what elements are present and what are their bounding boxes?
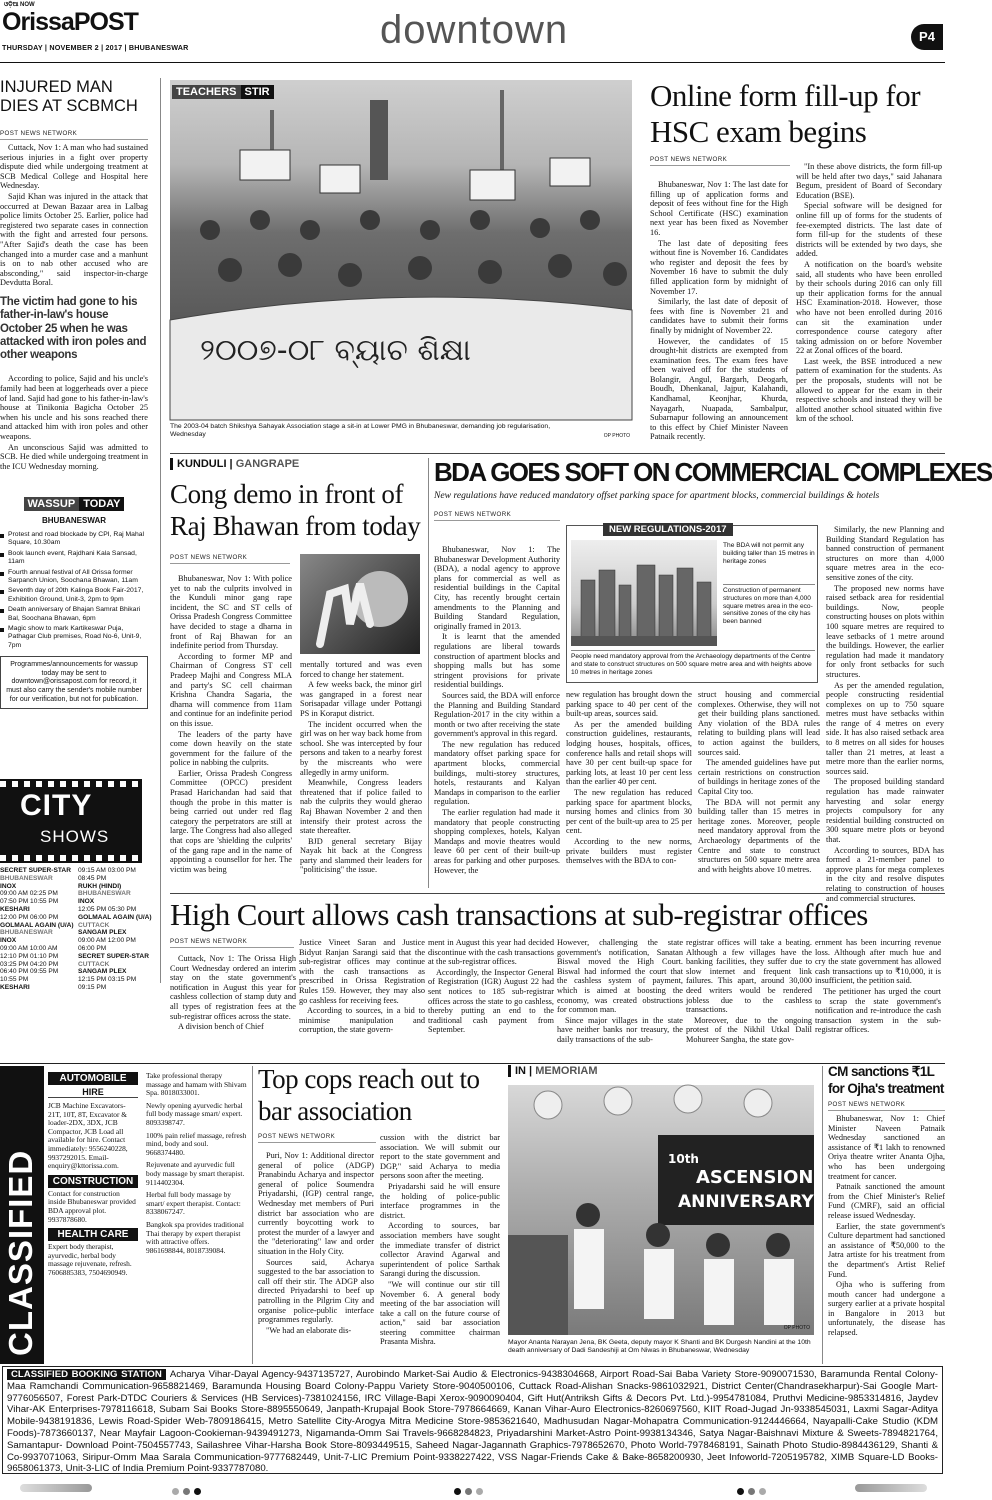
header-rule	[0, 62, 945, 63]
film-strip-bottom	[0, 855, 142, 861]
classified-ad: Expert body therapist, ayurvedic, herbal body massage rejuvenate, refresh. 7606885383, 7504690949.	[48, 1242, 132, 1277]
showtime-venue: KESHARI	[0, 983, 30, 991]
city-shows-banner	[0, 779, 142, 863]
paragraph: Patnaik sanctioned the amount from the Chief Minister's Relief Fund (CMRF), said an official release issued Wednesday.	[828, 1182, 945, 1220]
showtime-times: 08:45 PM	[78, 874, 107, 882]
byline: POST NEWS NETWORK	[434, 511, 560, 521]
bda-col-2	[566, 690, 692, 867]
paragraph: Since major villages in the state have neither banks nor treasury, the daily transactions of the sub-	[557, 1015, 683, 1044]
bda-story	[434, 455, 992, 903]
skyline-illustration	[571, 540, 717, 646]
classified-col-2	[146, 1072, 248, 1259]
reg-dot	[748, 1488, 755, 1495]
hire-heading: HIRE	[48, 1087, 138, 1098]
paragraph: As per the amended building construction guidelines, restaurants, lodging houses, hospitals, offices, conference halls and retail shops will have 30 per cent built-up space for parking lots, at least 10 per cent less than the earlier 40 per cent.	[566, 719, 692, 787]
banner-ascension: ASCENSION	[696, 1167, 814, 1188]
kicker-memoriam: MEMORIAM	[535, 1065, 598, 1077]
memoriam-photo-story	[508, 1063, 816, 1363]
wassup-note: Programmes/announcements for wassup today may be sent to downtown@orissapost.com for record, it must also carry the sender's mobile number for our verification, but not for publication.	[0, 656, 148, 709]
box-item-1: The BDA will not permit any building taller than 15 metres in heritage zones	[723, 542, 815, 565]
dateline: THURSDAY | NOVEMBER 2 | 2017 | BHUBANESWAR	[2, 43, 189, 52]
column-rule	[822, 1066, 823, 1364]
high-court-story	[170, 896, 945, 1061]
paragraph: Priyadarshi said he will ensure the holding of police-public interface programmes in the district.	[380, 1181, 500, 1220]
box-item-2: Construction of permanent structures on more than 4,000 square metres area in the eco-sensitive zones of the city has been banned	[723, 584, 815, 626]
showtime-venue: SANGAM PLEX	[78, 929, 127, 937]
showtime-venue: GOLMAAL AGAIN (U/A)	[0, 921, 74, 929]
reg-dot	[465, 1488, 472, 1495]
showtime-times: 03:25 PM 04:20 PM	[0, 960, 59, 968]
paragraph: BJD general secretary Bijay Nayak hit back at the Congress party and slammed their leaders for "politicising" the issue.	[300, 836, 422, 875]
high-court-col-6	[815, 938, 941, 1036]
booking-text	[7, 1369, 938, 1475]
paragraph: Cuttack, Nov 1: A man who had sustained serious injuries in a fight over property dispute died while undergoing treatment at SCB Medical College and Hospital here Wednesday.	[0, 143, 148, 191]
showtime-city: BHUBANESWAR	[0, 929, 53, 937]
paragraph: According to sources, BDA has formed a 21-member panel to approve plans for mega complexes in the city and resolve disputes relating to construction of houses and commercial structures.	[826, 845, 944, 903]
construction-heading: CONSTRUCTION	[48, 1175, 138, 1188]
high-court-col-3	[428, 938, 554, 1036]
cong-col-2	[300, 660, 422, 876]
showtime-venue: SANGAM PLEX	[78, 968, 127, 976]
paragraph: Ojha who is suffering from mouth cancer had undergone a surgery earlier at a private hospital in Bangalore in 2013 but unfortunately, the disease has relapsed.	[828, 1280, 945, 1338]
paragraph: According to sources, bar association members have sought the immediate transfer of district collector Aravind Agarwal and superintendent of police Sarthak Sarangi during the discussion.	[380, 1221, 500, 1279]
paragraph: A notification on the board's website said, all students who have been enrolled by their schools during 2016 can only fill up their application forms for the annual HSC Examination-2018. However, those who have not been enrolled during 2016 can sit the examination under correspondence course category after taking admission on or before November 22 at Zonal offices of the board.	[796, 259, 942, 356]
paragraph: Similarly, the new Planning and Building Standard Regulation has banned construction of permanent structures on more than 4,000 square metres area in the eco-sensitive zones of the city.	[826, 525, 944, 582]
showtime-city: BHUBANESWAR	[78, 890, 131, 898]
classified-ad: JCB Machine Excavators-21T, 10T, 8T, Excavator & loader-2DX, 3DX, JCB Compactor, JCB Load all available for hire. Contact immediately: 9556240228, 9937292015. Email-enquiry@kttorissa.com.	[48, 1101, 128, 1171]
headline: Cong demo in front of Raj Bhawan from today	[170, 479, 421, 541]
classified-title: CLASSIFIED	[2, 1149, 39, 1356]
city-shows	[0, 779, 160, 991]
protest-photo	[170, 80, 632, 420]
byline: POST NEWS NETWORK	[258, 1133, 376, 1143]
paragraph: Sources said, Acharya suggested to the bar association to call off their stir. The ADGP also directed Priyadarshi to beef up patrolling in the Pilgrim City and organise police-public interface programmes regularly.	[258, 1257, 374, 1325]
classified-ad: 100% pain relief massage, refresh mind, body and soul. 9668374480.	[146, 1130, 247, 1157]
box-item-3: People need mandatory approval from the Archaeology departments of the Centre and state to construct structures on 500 square metre area and with heights above 10 metres in heritage zones	[571, 650, 815, 676]
paragraph: mentally tortured and was even forced to change her statement.	[300, 660, 422, 679]
showtime-times: 09:00 AM 12:00 PM	[78, 937, 136, 945]
section-rule	[170, 453, 945, 454]
reg-dot	[172, 1488, 179, 1495]
showtime-venue: GOLMAAL AGAIN (U/A)	[78, 913, 152, 921]
teachers-stir	[170, 80, 632, 450]
anniversary-photo	[508, 1085, 814, 1335]
kicker-teachers: TEACHERS	[172, 85, 241, 99]
photo-credit: OP PHOTO	[603, 433, 630, 439]
showtime-times: 06:00 PM	[78, 944, 107, 952]
paragraph: Cuttack, Nov 1: The Orissa High Court Wednesday ordered an interim stay on the state government's notification in August this year for cashless collection of stamp duty and all types of registration fees at the sub-registrar offices across the state.	[170, 954, 296, 1021]
classified-ad: Take professional therapy massage and hamam with Shivam Spa. 8018033001.	[146, 1071, 247, 1098]
classified-col-1	[48, 1066, 138, 1282]
bda-col-3	[698, 690, 820, 875]
showtime-times: 12:15 PM 03:15 PM	[78, 976, 137, 984]
headline: CM sanctions ₹1L for Ojha's treatment	[828, 1064, 944, 1096]
stop-violence-photo	[300, 554, 420, 654]
byline: POST NEWS NETWORK	[170, 554, 290, 564]
kicker-stir: STIR	[241, 85, 274, 99]
high-court-col-1	[170, 954, 296, 1033]
reg-mark-mid-left	[170, 1482, 203, 1500]
paragraph: According to sources, in a bid to minimise manipulation and corruption, the state govern-	[299, 1006, 425, 1035]
reg-dot	[454, 1488, 461, 1495]
showtime-times: 10:55 PM	[0, 976, 29, 984]
logo: OrissaPOST	[2, 8, 138, 36]
city-shows-subtitle: SHOWS	[40, 827, 110, 846]
classified-ad: Bangkok spa provides traditional Thai therapy by expert therapist with attractive offers. 9861698844, 8018739084.	[146, 1219, 244, 1255]
banner-10th: 10th	[668, 1152, 699, 1166]
pullquote: The victim had gone to his father-in-law's house October 25 when he was attacked with iron poles and other weapons	[0, 295, 147, 362]
protest-illustration	[170, 80, 632, 420]
wassup-tags	[0, 494, 148, 512]
paragraph: "We will continue our stir till November 6. A general body meeting of the bar association will take a call on the future course of action," said bar association steering committee chairman Prasanta Mishra.	[380, 1279, 500, 1347]
paragraph: Accordingly, the Inspector General of Registration (IGR) August 22 had sent notices to 185 sub-registrar offices across the state to go cashless, thereby putting an end to the traditional cash payment from September.	[428, 967, 554, 1035]
showtime-city: BHUBANESWAR	[0, 874, 53, 882]
showtime-venue: SECRET SUPER-STAR	[0, 867, 71, 874]
showtime-times: 07:50 PM 10:55 PM	[0, 898, 59, 906]
paragraph: ernment has been incurring revenue loss. Although after much hue and cry the state government has allowed cash transactions up to ₹10,000, it is insufficient, the petition said.	[815, 938, 941, 986]
wassup-tag: WASSUP	[24, 497, 80, 511]
classified-vertical-banner	[0, 1066, 44, 1364]
paragraph: Puri, Nov 1: Additional director general of police (ADGP) Pranabindu Acharya and inspector general of police Soumendra Priyadarshi, (IGP) central range, Wednesday met members of Puri district bar association who are currently boycotting work to protest the murder of a lawyer and the "deteriorating" law and order situation in the Holy City.	[258, 1151, 374, 1256]
cm-body	[828, 1114, 945, 1338]
paragraph: Justice Vineet Saran and Justice Bidyut Ranjan Sarangi said that the sub-registrar offices may continue with the cash transactions as prescribed in Orissa Registration Rules 159. However, they may also go cashless for receiving fees.	[299, 938, 425, 1005]
booking-title: CLASSIFIED BOOKING STATION	[7, 1369, 166, 1380]
masthead	[0, 0, 945, 70]
headline: INJURED MAN DIES AT SCBMCH	[0, 78, 138, 115]
paragraph: struct housing and commercial complexes. Otherwise, they will not get their building plans sanctioned. Any violation of the BDA rules relating to building plans will lead to action against the builders, sources said.	[698, 690, 820, 757]
paragraph: An unconscious Sajid was admitted to SCB. He died while undergoing treatment in the ICU Wednesday morning.	[0, 442, 149, 471]
kicker: IN | MEMORIAM	[508, 1065, 816, 1077]
paragraph: Moreover, due to the ongoing protest of the Nikhil Utkal Dalil Mohureer Sangha, the state gov-	[686, 1015, 812, 1044]
paragraph: The new regulation has reduced mandatory offset parking space for apartment blocks, commercial buildings, multi-storey structures, hotels, restaurants and Kalyan Mandaps in comparison to the earlier regulation.	[434, 739, 560, 807]
paragraph: The leaders of the party have come down heavily on the state government for the failure of the police in nabbing the culprits.	[170, 729, 292, 768]
paragraph: As per the amended regulation, people constructing residential complexes on up to 750 square metres must have setbacks within the range of 4 metres on every side. It has also raised setback area to 8 metres on all sides for houses taller than 21 metres, at least a metre more than the earlier norms, sources said.	[826, 680, 944, 776]
paragraph: new regulation has brought down the parking space to 40 per cent of the built-up areas, sources said.	[566, 690, 692, 719]
event-item: Seventh day of 20th Kalinga Book Fair-2017, Exhibition Ground, Unit-3, 2pm to 9pm	[0, 587, 148, 604]
reg-mark-left	[20, 1484, 92, 1492]
event-item: Death anniversary of Bhajan Samrat Bhikari Bal, Soochana Bhawan, 6pm	[0, 606, 148, 623]
reg-dot	[759, 1488, 766, 1495]
byline: POST NEWS NETWORK	[828, 1101, 945, 1111]
reg-dot	[194, 1488, 201, 1495]
headline: Top cops reach out to bar association	[258, 1064, 480, 1126]
banner-text: ୨୦୦୭-୦୮ ବ୍ୟାଚ ଶିକ୍ଷା	[200, 333, 471, 368]
city-shows-title: CITY	[20, 789, 93, 822]
paragraph: "We had an elaborate dis-	[266, 1325, 352, 1335]
classified-booking-station	[2, 1366, 943, 1474]
bda-col-1	[434, 545, 560, 876]
reg-dot	[476, 1488, 483, 1495]
paragraph: The earlier regulation had made it mandatory that people constructing shopping complexes, hotels, Kalyan Mandaps and movie theatres would leave 60 per cent of their built-up areas for parking and other purposes. However, the	[434, 808, 560, 875]
cm-sanction-story	[828, 1063, 945, 1363]
photo-credit: OP PHOTO	[783, 1325, 810, 1331]
hsc-story	[650, 78, 945, 450]
column-rule	[160, 78, 161, 983]
showtime-times: 09:15 PM	[78, 983, 107, 991]
paragraph: A division bench of Chief	[178, 1022, 264, 1032]
reg-dot	[183, 1488, 190, 1495]
bda-col-4	[826, 525, 944, 904]
kicker: KUNDULI | GANGRAPE	[170, 458, 422, 470]
top-cops-story	[258, 1063, 502, 1363]
paragraph: However, the candidates of 15 drought-hit districts are exempted from examination fees. The exam fees have been waived off for the students of Bolangir, Angul, Bargarh, Deogarh, Boudh, Dhenkanal, Jajpur, Kalahandi, Kandhamal, Keonjhar, Khurda, Nayagarh, Nuapada, Sambalpur, Subarnapur following an announcement to this effect by Chief Minister Naveen Patnaik recently.	[650, 336, 788, 442]
hsc-col-2	[796, 162, 942, 425]
classified-ad: Herbal full body massage by smart/ expert therapist. Contact: 8338067247.	[146, 1190, 241, 1217]
paragraph: Bhubaneswar, Nov 1: With police yet to nab the culprits involved in the Kunduli minor gang rape incident, the SC and ST cells of Orissa Pradesh Congress Committee have decided to stage a dharna in front of Raj Bhawan for an indefinite period from Thursday.	[170, 574, 292, 651]
registration-marks	[0, 1478, 945, 1497]
photo-caption: Mayor Ananta Narayan Jena, BK Geeta, deputy mayor K Shanti and BK Durgesh Nandini at the 10th death anniversary of Dadi Sandeshiji at Om Niwas in Bhubaneswar, Wednesday	[508, 1339, 811, 1354]
banner-anniversary: ANNIVERSARY	[678, 1192, 814, 1212]
showtime-venue: INOX	[0, 882, 17, 890]
event-item: Magic show to mark Kartikeswar Puja, Pathagar Club premises, Road No-6, Unit-9, 7pm	[0, 625, 148, 650]
page-number-badge: P4	[911, 24, 943, 50]
anniversary-illustration	[508, 1085, 814, 1335]
paragraph: It is learnt that the amended regulations are liberal towards construction of apartment blocks and shopping malls but has some stringent provisions for private residential buildings.	[434, 632, 560, 690]
paragraph: Bhubaneswar, Nov 1: The Bhubaneswar Development Authority (BDA), a nodal agency to approve plans for commercial as well as residential buildings in the Capital City, has recently brought certain amendments to the Planning and Building Standard Regulation, originally framed in 2013.	[434, 545, 560, 631]
paragraph: ment in August this year had decided discontinue with the cash transactions at the sub-registrar offices.	[428, 938, 554, 967]
paragraph: According to police, Sajid and his uncle's family had been at loggerheads over a piece of land. Sajid had gone to his father-in-law's house at Tinikonia Bagicha October 25 when his uncle and his sons reached there and attacked him with iron poles and other weapons.	[0, 374, 148, 441]
classified-ad: Rejuvenate and ayurvedic full body massage by smart therapist. 9114402304.	[146, 1160, 245, 1187]
showtime-times: 12:05 PM 05:30 PM	[78, 905, 137, 913]
paragraph: Earlier, Orissa Pradesh Congress Committee (OPCC) president Prasad Harichandan had said that though the probe in this matter is being carried out under red flag category the perpetrators are still at large. The Congress had also alleged that cops are 'shielding the culprits' of the gang rape and in the name of appointing a counsellor for her. The victim was being	[170, 768, 292, 874]
showtimes-column-1	[0, 867, 76, 992]
hand-illustration	[300, 554, 420, 654]
column-rule	[252, 1066, 253, 1364]
paragraph: Sajid Khan was injured in the attack that occurred at Dewan Bazaar area in Lalbag police limits October 25. Earlier, police had registered two separate cases in connection with the fight and arrested four persons. "After Sajid's death the case has been changed into a murder case and a manhunt is on to nab other accused who are absconding," said inspector-in-charge Devdutta Boral.	[0, 191, 148, 288]
paragraph: "In these above districts, the form fill-up will be held after two days," said Jahanara Begum, president of Board of Secondary Education (BSE).	[796, 162, 942, 200]
paragraph: registrar offices will take a beating. Although a few villages have the banking facilities, they suffer due to slow internet and frequent link failures. This apart, around 30,000 deed writers would be rendered jobless due to the cashless transactions.	[686, 938, 812, 1015]
box-title: NEW REGULATIONS-2017	[603, 523, 733, 536]
paragraph: Earlier, the state government's Culture department had sanctioned an assistance of ₹50,000 to the Jatra artiste for his treatment from the department's Artist Relief Fund.	[828, 1221, 945, 1279]
reg-mark-center	[452, 1482, 485, 1500]
showtime-city: CUTTACK	[78, 921, 110, 929]
section-rule	[170, 893, 945, 894]
showtime-times: 12:00 PM 06:00 PM	[0, 913, 59, 921]
kicker	[172, 82, 274, 100]
film-strip-top	[0, 781, 142, 787]
kicker-kunduli: KUNDULI	[177, 458, 227, 470]
headline: BDA GOES SOFT ON COMMERCIAL COMPLEXES	[434, 457, 992, 487]
paragraph: A few weeks back, the minor girl was gangraped in a forest near Sorisapadar village under Pottangi PS in Koraput district.	[300, 680, 422, 718]
cong-demo-story	[170, 458, 422, 888]
paragraph: The proposed new norms have raised setback area for residential buildings. Now, people constructing houses on plots within 100 square metres are required to leave setbacks of 1 metre around the buildings. However, the earlier regulation had made it mandatory for only front setbacks for such structures.	[826, 583, 944, 679]
showtime-venue: INOX	[78, 898, 95, 906]
cong-col-1	[170, 574, 292, 875]
classified-block	[0, 1066, 250, 1364]
health-care-heading: HEALTH CARE	[48, 1228, 138, 1241]
story-body-cont	[0, 374, 148, 471]
showtime-venue: KESHARI	[0, 905, 30, 913]
showtime-times: 09:15 AM 03:00 PM	[78, 867, 136, 874]
headline: High Court allows cash transactions at sub-registrar offices	[170, 897, 868, 932]
showtime-city: CUTTACK	[78, 960, 110, 968]
showtime-venue: RUKH (HINDI)	[78, 882, 122, 890]
high-court-col-5	[686, 938, 812, 1046]
logo-top: ଓଡ଼ିଆ NOW	[4, 2, 35, 8]
paragraph: Special software will be designed for online fill up of forms for the students of fee-exempted districts. The last date of form fill-up for the students of these districts will be extended by two days, she added.	[796, 201, 942, 259]
byline: POST NEWS NETWORK	[170, 938, 294, 948]
injured-man-story	[0, 78, 148, 483]
paragraph: Bhubaneswar, Nov 1: The last date for filling up of application forms and deposit of fees without fine for the High School Certificate (HSC) examination next year has been fixed as November 16.	[650, 180, 788, 237]
today-tag: TODAY	[79, 497, 124, 511]
new-regulations-box	[566, 525, 818, 683]
cops-col-2	[380, 1133, 500, 1348]
photo-caption: The 2003-04 batch Shikshya Sahayak Association stage a sit-in at Lower PMG in Bhubaneswar, demanding job regularisation, Wednesday	[170, 423, 551, 438]
reg-dot	[737, 1488, 744, 1495]
wassup-city: BHUBANESWAR	[42, 516, 106, 525]
booking-list: Acharya Vihar-Dayal Agency-9437135727, Aurobindo Market-Sai Audio & Electronics-9438304668, Airport Road-Sai Baba Variety Store-9090071530, Baramunda Rental Colony-Maa Ramchandi Communication-9658821469, Baramunda Housing Board Colony-Pappu Variety Store-9040500106, Cuttack Road-Alishan Snacks-9861032921, District Center(Chandrasekharpur)-Sai Google Mart-9776056507, Forest Park-DTDC Couriers & Services (HB Services)-7381024156, IRC Village-Bapi Xerox-9090090404, Gift Hut(Antriksh Gifts & Decors Pvt. Ltd.)-9954781084, Pruthvi Medicine-9853314816, Jaydev Vihar-AK Enterprises-7978116618, Subam Sai Books Store-8895550649, Janpath-Krupajal Book Store-7978664669, Kanan Vihar-Auro Electronics-8260697560, KIIT Road-Jugad Jn-9338545031, Laxmi Sagar-Aditya Mobile-9438191836, Lewis Road-Spider Web-7809186415, Metro Satellite City-Arogya Mitra Medicine Store-9853621640, Madhusudan Nagar-Mohapatra Communication-9124446664, Nayapalli-Cake Studio (KDM Foods)-7873660137, Near Mayfair Lagoon-Cookieman-9439491273, Nigamanda-Omm Sai Travels-9668284823, Priyadarshini Market-Astro Point-9938134346, Satya Nagar-Baishnavi Mixture & Sweets-7894821764, Samantapur- Download Point-7504557743, Sailashree Vihar-Harsha Book Store-8093449515, Saheed Nagar-Jagannath Graphics-7978652670, Photo World-7978468191, Sainath Photo Studio-8984436129, Shanti & Co-9937071063, Siripur-Omm Maa Sarala Communication-9777682449, Unit-7-LIC Premium Point-9338227422, VSS Nagar-Friends Cake & Bake-8658200930, Jeet Infoworld-7205195782, XIMB Square-LD Books-9658061373, Unit-3-LIC of India Premium Point-9337787080.	[7, 1369, 938, 1475]
event-item: Fourth annual festival of All Orissa former Sarpanch Union, Soochana Bhawan, 11am	[0, 569, 148, 586]
paragraph: According to the new norms, private builders must register themselves with the BDA to con-	[566, 836, 692, 866]
paragraph: Sources said, the BDA will enforce the Planning and Building Standard Regulation-2017 in the city within a month or two after receiving the state government's approval in this regard.	[434, 690, 560, 739]
story-body	[0, 143, 148, 288]
paragraph: The proposed building standard regulation has made rainwater harvesting and solar energy projects compulsory for any residential building constructed on 300 square metre plots or beyond that.	[826, 777, 944, 844]
paragraph: Similarly, the last date of deposit of fees with fine is November 21 and candidates have to submit their forms finally by midnight of November 22.	[650, 297, 788, 335]
event-item: Book launch event, Rajdhani Kala Sansad, 11am	[0, 550, 148, 567]
showtime-venue: SECRET SUPER-STAR	[78, 952, 149, 960]
paragraph: The BDA will not permit any building taller than 15 metres in heritage zones. Moreover, people need mandatory approval from the Archaeology departments of the Centre and state to construct structures on 500 square metre area and with heights above 10 metres.	[698, 797, 820, 874]
reg-mark-right	[855, 1484, 927, 1492]
paragraph: Meanwhile, Congress leaders threatened that if police failed to nab the culprits they would gherao Raj Bhawan November 2 and then intensify their protest across the state thereafter.	[300, 778, 422, 836]
showtimes-column-2	[78, 867, 156, 992]
byline: POST NEWS NETWORK	[0, 130, 148, 140]
hsc-col-1	[650, 180, 788, 443]
column-rule	[428, 458, 429, 888]
paragraph: The petitioner has urged the court to scrap the state government's notification and re-introduce the cash transaction system in the sub-registrar offices.	[815, 986, 941, 1035]
showtime-venue: INOX	[0, 937, 17, 945]
showtime-times: 09:00 AM 02:25 PM	[0, 890, 58, 898]
classified-ad: Contact for construction inside Bhubaneswar provided BDA approval plot. 9937878680.	[48, 1188, 136, 1224]
kicker-gangrape: GANGRAPE	[235, 458, 300, 470]
high-court-col-2	[299, 938, 425, 1036]
showtime-times: 09:00 AM 10:00 AM	[0, 944, 58, 952]
paragraph: According to former MP and Chairman of Congress ST cell Pradeep Majhi and Congress MLA and party's SC cell chairman Krishna Chandra Sagaria, the dharna will commence from 11am and continue for an indefinite period on this issue.	[170, 651, 292, 728]
cops-col-1	[258, 1151, 374, 1336]
showtime-times: 12:10 PM 01:10 PM	[0, 952, 59, 960]
paragraph: cussion with the district bar association. We will submit our report to the state government and DGP," said Acharya to media persons soon after the meeting.	[380, 1133, 500, 1181]
paragraph: The amended guidelines have put certain restrictions on construction of buildings in heritage zones of the Capital City too.	[698, 758, 820, 796]
deck: New regulations have reduced mandatory offset parking space for apartment blocks, commercial buildings & hotels	[434, 490, 880, 501]
automobile-heading: AUTOMOBILE	[48, 1072, 138, 1085]
wassup-today	[0, 494, 148, 769]
paragraph: The new regulation has reduced parking space for apartment blocks, nursing homes and clinics from 30 per cent of the built-up area to 25 per cent.	[566, 787, 692, 836]
high-court-col-4	[557, 938, 683, 1046]
classified-ad: Newly opening ayurvedic herbal full body massage smart/ expert. 8093398747.	[146, 1100, 243, 1127]
headline: Online form fill-up for HSC exam begins	[650, 78, 921, 149]
paragraph: Last week, the BSE introduced a new pattern of examination for the students. As per the proposals, students will not be allowed to appear for the exam in their respective schools and instead they will be allotted another school situated within five km of the school.	[796, 356, 942, 424]
skyline-photo	[571, 540, 717, 646]
paragraph: The last date of depositing fees without fine is November 16. Candidates who register and deposit the fees by November 16 have to submit the duly filled application form by midnight of November 17.	[650, 238, 788, 296]
paragraph: Bhubaneswar, Nov 1: Chief Minister Naveen Patnaik Wednesday sanctioned an assistance of ₹1 lakh to renowned Oriya theatre writer Ananta Ojha, who has been undergoing treatment for cancer.	[828, 1114, 945, 1181]
event-list	[0, 531, 148, 650]
paragraph: However, challenging the state government's notification, Sanatan Biswal moved the High Court. Biswal had informed the court that the cashless system of payment, which is aimed at boosting the economy, was created obstructions for common man.	[557, 938, 683, 1015]
kicker-in: IN	[515, 1065, 526, 1077]
paragraph: The incident occurred when the girl was on her way back home from school. She was intercepted by four persons and taken to a nearby forest by the miscreants who were allegedly in army uniform.	[300, 719, 422, 777]
section-title: downtown	[380, 8, 569, 52]
showtime-times: 06:40 PM 09:55 PM	[0, 968, 59, 976]
byline: POST NEWS NETWORK	[650, 156, 790, 166]
reg-mark-mid-right	[735, 1482, 768, 1500]
event-item: Protest and road blockade by CPI, Raj Mahal Square, 10.30am	[0, 531, 148, 548]
